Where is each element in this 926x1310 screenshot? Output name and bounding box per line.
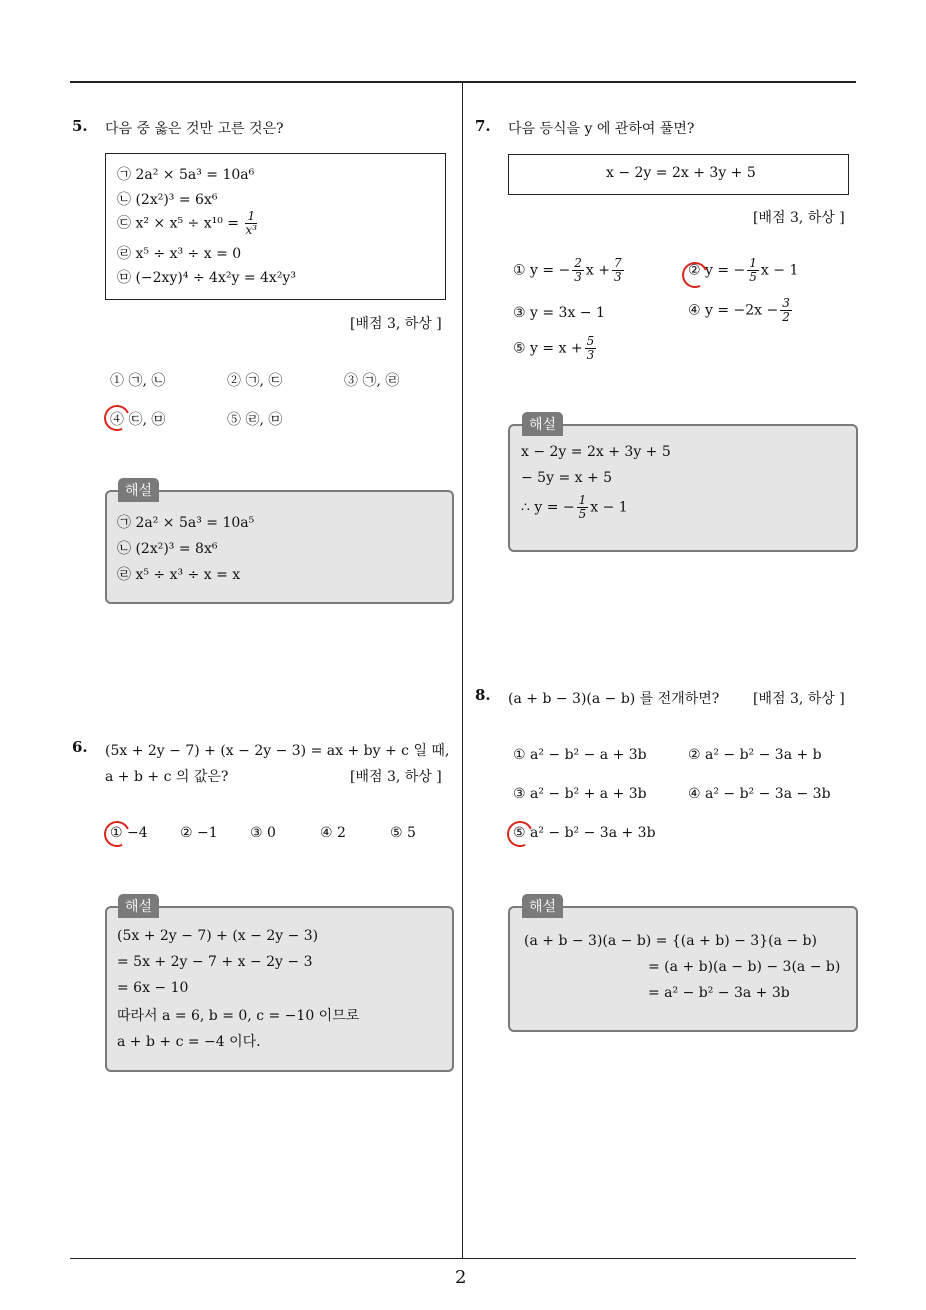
q7-solf-den: 5 (578, 507, 587, 521)
q8-option-4[interactable]: ④ a² − b² − 3a − 3b (688, 786, 831, 802)
q5-frac-num: 1 (247, 209, 256, 223)
q6-solution-line-4: 따라서 a = 6, b = 0, c = −10 이므로 (117, 1008, 360, 1024)
q5-question: 다음 중 옳은 것만 고른 것은? (105, 121, 284, 137)
q5-solution-line-3: ㉣ x⁵ ÷ x³ ÷ x = x (117, 567, 241, 583)
q7-o4f-num: 3 (782, 296, 790, 310)
q5-box-item-3-fraction (245, 210, 257, 237)
q7-option-2-prefix: ② y = − (688, 262, 746, 279)
q5-box-item-3 (117, 210, 259, 237)
q7-o4f-den: 2 (782, 310, 790, 324)
bottom-rule (70, 1258, 856, 1259)
q7-score: [배점 3, 하상 ] (753, 210, 845, 226)
q6-option-4[interactable]: ④ 2 (320, 825, 346, 841)
q5-option-5[interactable]: ⑤ ㉣, ㉤ (227, 412, 283, 428)
q8-solution-line-2: = (a + b)(a − b) − 3(a − b) (648, 959, 841, 975)
q7-o5f-den: 3 (586, 348, 595, 362)
q6-score: [배점 3, 하상 ] (350, 769, 442, 785)
q5-box-item-1: ㉠ 2a² × 5a³ = 10a⁶ (117, 167, 255, 183)
q5-box-item-4: ㉣ x⁵ ÷ x³ ÷ x = 0 (117, 246, 242, 262)
q6-answer-mark-icon (100, 817, 133, 850)
q7-option-1-prefix: ① y = − (513, 262, 571, 279)
q6-number: 6. (72, 738, 88, 756)
q7-option-1-frac-1 (572, 257, 584, 284)
q8-solution-line-1: (a + b − 3)(a − b) = {(a + b) − 3}(a − b) (524, 933, 817, 949)
column-divider (462, 83, 463, 1259)
q6-option-1[interactable]: ① −4 (110, 825, 148, 841)
q7-o2f-den: 5 (749, 270, 757, 284)
q5-answer-mark-icon (100, 401, 133, 434)
q5-solution-label: 해설 (118, 478, 159, 502)
q7-option-2-suffix: x − 1 (760, 262, 799, 279)
q6-solution-line-2: = 5x + 2y − 7 + x − 2y − 3 (117, 954, 313, 970)
q7-o1f1-num: 2 (574, 256, 582, 270)
q7-solution-line-3-prefix: ∴ y = − (521, 499, 575, 516)
q7-o2f-num: 1 (749, 256, 757, 270)
q6-option-3[interactable]: ③ 0 (250, 825, 276, 841)
q7-equation: x − 2y = 2x + 3y + 5 (606, 165, 756, 181)
q8-solution-line-3: = a² − b² − 3a + 3b (648, 985, 790, 1001)
q7-option-2-frac (747, 257, 759, 284)
q6-question-line-1: (5x + 2y − 7) + (x − 2y − 3) = ax + by + c 일 때, (105, 743, 450, 759)
q6-solution-line-1: (5x + 2y − 7) + (x − 2y − 3) (117, 928, 319, 944)
q7-option-5[interactable] (513, 335, 598, 362)
q7-solution-line-3 (521, 494, 628, 521)
q7-solution-label: 해설 (522, 412, 563, 436)
q6-question-line-2: a + b + c 의 값은? (105, 769, 229, 785)
q7-option-4[interactable] (688, 297, 794, 324)
q8-option-2[interactable]: ② a² − b² − 3a + b (688, 747, 822, 763)
q7-option-5-frac (585, 335, 597, 362)
q5-score: [배점 3, 하상 ] (350, 316, 442, 332)
q8-option-1[interactable]: ① a² − b² − a + 3b (513, 747, 647, 763)
q5-option-2[interactable]: ② ㉠, ㉢ (227, 373, 283, 389)
q7-option-1-mid: x + (585, 262, 610, 279)
q7-option-5-prefix: ⑤ y = x + (513, 340, 583, 357)
q8-number: 8. (475, 686, 491, 704)
q5-option-1[interactable]: ① ㉠, ㉡ (110, 373, 166, 389)
q7-o1f2-den: 3 (614, 270, 622, 284)
q5-solution-line-2: ㉡ (2x²)³ = 8x⁶ (117, 541, 218, 557)
q8-score: [배점 3, 하상 ] (753, 691, 845, 707)
q7-solution-frac (577, 494, 589, 521)
q7-solf-num: 1 (578, 493, 587, 507)
q5-option-3[interactable]: ③ ㉠, ㉣ (344, 373, 400, 389)
q7-question: 다음 등식을 y 에 관하여 풀면? (508, 121, 695, 137)
top-rule (70, 81, 856, 83)
q5-option-4[interactable]: ④ ㉢, ㉤ (110, 412, 166, 428)
q6-solution-line-5: a + b + c = −4 이다. (117, 1034, 261, 1050)
q7-solution-line-3-suffix: x − 1 (590, 499, 628, 516)
q5-frac-den: x³ (245, 223, 258, 237)
q5-solution-line-1: ㉠ 2a² × 5a³ = 10a⁵ (117, 515, 255, 531)
q6-option-2[interactable]: ② −1 (180, 825, 218, 841)
q5-box-item-2: ㉡ (2x²)³ = 6x⁶ (117, 192, 218, 208)
q6-solution-label: 해설 (118, 894, 159, 918)
q5-number: 5. (72, 117, 88, 135)
q7-number: 7. (475, 117, 491, 135)
q7-solution-line-1: x − 2y = 2x + 3y + 5 (521, 444, 671, 460)
q7-option-1[interactable] (513, 257, 626, 284)
q7-solution-line-2: − 5y = x + 5 (521, 470, 613, 486)
q7-o1f1-den: 3 (574, 270, 582, 284)
q7-option-1-frac-2 (612, 257, 624, 284)
q7-o5f-num: 5 (586, 334, 595, 348)
q5-box-item-3-text: ㉢ x² × x⁵ ÷ x¹⁰ = (117, 215, 240, 232)
q6-solution-line-3: = 6x − 10 (117, 980, 189, 996)
page-number: 2 (455, 1267, 467, 1288)
q7-option-3[interactable]: ③ y = 3x − 1 (513, 305, 605, 321)
q8-solution-label: 해설 (522, 894, 563, 918)
q8-answer-mark-icon (503, 817, 536, 850)
q7-option-4-prefix: ④ y = −2x − (688, 302, 779, 319)
q5-box-item-5: ㉤ (−2xy)⁴ ÷ 4x²y = 4x²y³ (117, 270, 296, 286)
q7-o1f2-num: 7 (614, 256, 622, 270)
q8-option-5[interactable]: ⑤ a² − b² − 3a + 3b (513, 825, 656, 841)
q8-option-3[interactable]: ③ a² − b² + a + 3b (513, 786, 647, 802)
q7-option-4-frac (780, 297, 792, 324)
q6-option-5[interactable]: ⑤ 5 (390, 825, 416, 841)
q8-question: (a + b − 3)(a − b) 를 전개하면? (508, 691, 720, 707)
